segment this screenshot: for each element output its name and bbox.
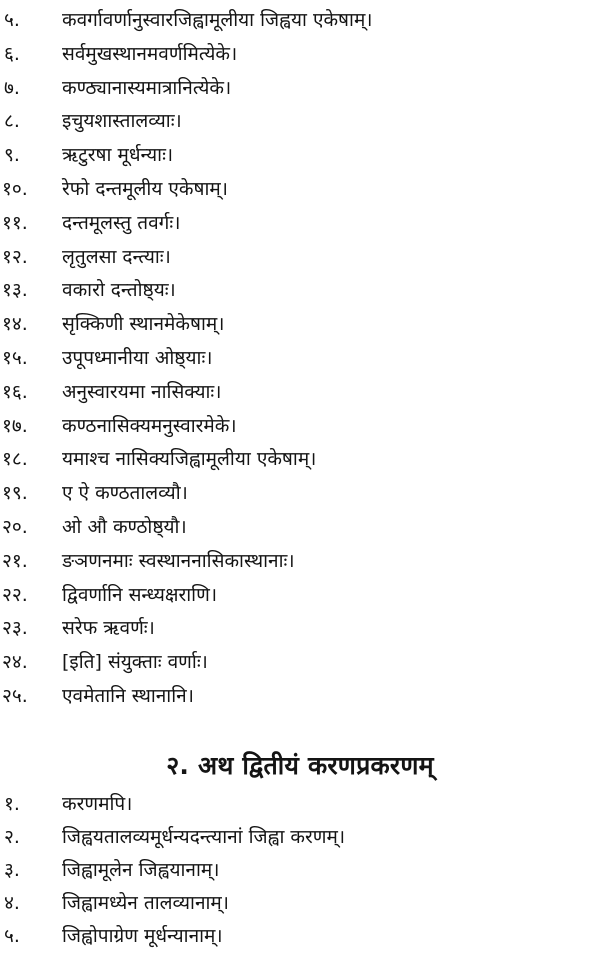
sutra-text: ओ औ कण्ठोष्ठ्यौ।	[62, 515, 187, 538]
sutra-line	[0, 308, 600, 342]
sutra-number: ५.	[4, 925, 20, 947]
sutra-line	[0, 4, 600, 38]
sutra-text: कण्ठ्यानास्यमात्रानित्येके।	[62, 76, 232, 99]
sutra-line	[0, 342, 600, 376]
sutra-number: १.	[4, 793, 20, 815]
sutra-number: ९.	[4, 144, 20, 167]
sutra-line	[0, 376, 600, 410]
sutra-number: १९.	[2, 482, 28, 505]
sutra-line	[0, 274, 600, 308]
sutra-number: ४.	[4, 892, 20, 914]
sutra-number: ६.	[4, 42, 20, 65]
sutra-number: २३.	[2, 617, 28, 640]
sutra-number: १८.	[2, 448, 28, 471]
sutra-text: यमाश्च नासिक्यजिह्वामूलीया एकेषाम्।	[62, 448, 317, 471]
sutra-line	[0, 173, 600, 207]
sutra-number: ११.	[2, 211, 28, 234]
sutra-line	[0, 139, 600, 173]
sutra-number: २०.	[2, 515, 28, 538]
sutra-text: अनुस्वारयमा नासिक्याः।	[62, 380, 222, 403]
sutra-line	[0, 545, 600, 579]
sutra-text: कण्ठनासिक्यमनुस्वारमेके।	[62, 414, 237, 437]
sutra-text: दन्तमूलस्तु तवर्गः।	[62, 211, 181, 234]
sutra-line	[0, 511, 600, 545]
sutra-line	[0, 443, 600, 477]
sutra-line	[0, 241, 600, 275]
sutra-text: कवर्गावर्णानुस्वारजिह्वामूलीया जिह्वया एकेषाम्।	[62, 9, 373, 31]
sutra-text: इचुयशास्तालव्याः।	[62, 110, 182, 133]
sutra-number: २५.	[2, 684, 28, 707]
sutra-list-sthana	[0, 4, 600, 714]
sutra-text: जिह्वामूलेन जिह्वयानाम्।	[62, 859, 220, 881]
sutra-text: सृक्किणी स्थानमेकेषाम्।	[62, 313, 225, 336]
sutra-text: जिह्वोपाग्रेण मूर्धन्यानाम्।	[62, 925, 223, 947]
sutra-number: २२.	[2, 583, 28, 606]
sutra-line	[0, 920, 600, 953]
sutra-text: सरेफ ऋवर्णः।	[62, 617, 155, 640]
sutra-number: १२.	[2, 245, 28, 268]
sutra-line	[0, 612, 600, 646]
sutra-number: १६.	[2, 380, 28, 403]
section-heading: २. अथ द्वितीयं करणप्रकरणम्	[166, 751, 434, 780]
sutra-text: करणमपि।	[62, 793, 133, 815]
sutra-number: ५.	[4, 9, 20, 31]
sutra-line	[0, 646, 600, 680]
sutra-number: ७.	[4, 76, 20, 99]
sutra-number: २१.	[2, 549, 28, 572]
sutra-text: रेफो दन्तमूलीय एकेषाम्।	[62, 177, 228, 200]
sutra-text: ङञणनमाः स्वस्थाननासिकास्थानाः।	[62, 549, 295, 572]
sutra-line	[0, 788, 600, 821]
sutra-number: १४.	[2, 313, 28, 336]
sutra-text: उपूपध्मानीया ओष्ठ्याः।	[62, 346, 213, 369]
sutra-line	[0, 680, 600, 714]
sutra-text: ए ऐ कण्ठतालव्यौ।	[62, 482, 188, 505]
sutra-line	[0, 105, 600, 139]
sutra-number: २.	[4, 826, 20, 848]
sutra-line	[0, 854, 600, 887]
sutra-text: लृतुलसा दन्त्याः।	[62, 245, 171, 268]
sutra-number: २४.	[2, 651, 28, 674]
sutra-text: जिह्वामध्येन तालव्यानाम्।	[62, 892, 229, 914]
sutra-line	[0, 579, 600, 613]
sutra-line	[0, 72, 600, 106]
sutra-number: ३.	[4, 859, 20, 881]
sutra-number: १०.	[2, 177, 28, 200]
sutra-number: ८.	[4, 110, 20, 133]
sutra-text: जिह्वयतालव्यमूर्धन्यदन्त्यानां जिह्वा करणम्।	[62, 826, 346, 848]
sutra-line	[0, 410, 600, 444]
sutra-text: एवमेतानि स्थानानि।	[62, 684, 194, 707]
sutra-number: १७.	[2, 414, 28, 437]
sutra-text: द्विवर्णानि सन्ध्यक्षराणि।	[62, 583, 218, 606]
sutra-line	[0, 207, 600, 241]
sutra-line	[0, 821, 600, 854]
sutra-line	[0, 477, 600, 511]
sutra-list-karana	[0, 788, 600, 953]
sutra-text: ऋटुरषा मूर्धन्याः।	[62, 144, 174, 167]
sutra-number: १५.	[2, 346, 28, 369]
sutra-line	[0, 38, 600, 72]
sutra-text: वकारो दन्तोष्ठ्यः।	[62, 279, 176, 302]
sutra-text: [इति] संयुक्ताः वर्णाः।	[62, 651, 208, 674]
sutra-number: १३.	[2, 279, 28, 302]
sutra-text: सर्वमुखस्थानमवर्णमित्येके।	[62, 42, 238, 65]
sutra-line	[0, 887, 600, 920]
